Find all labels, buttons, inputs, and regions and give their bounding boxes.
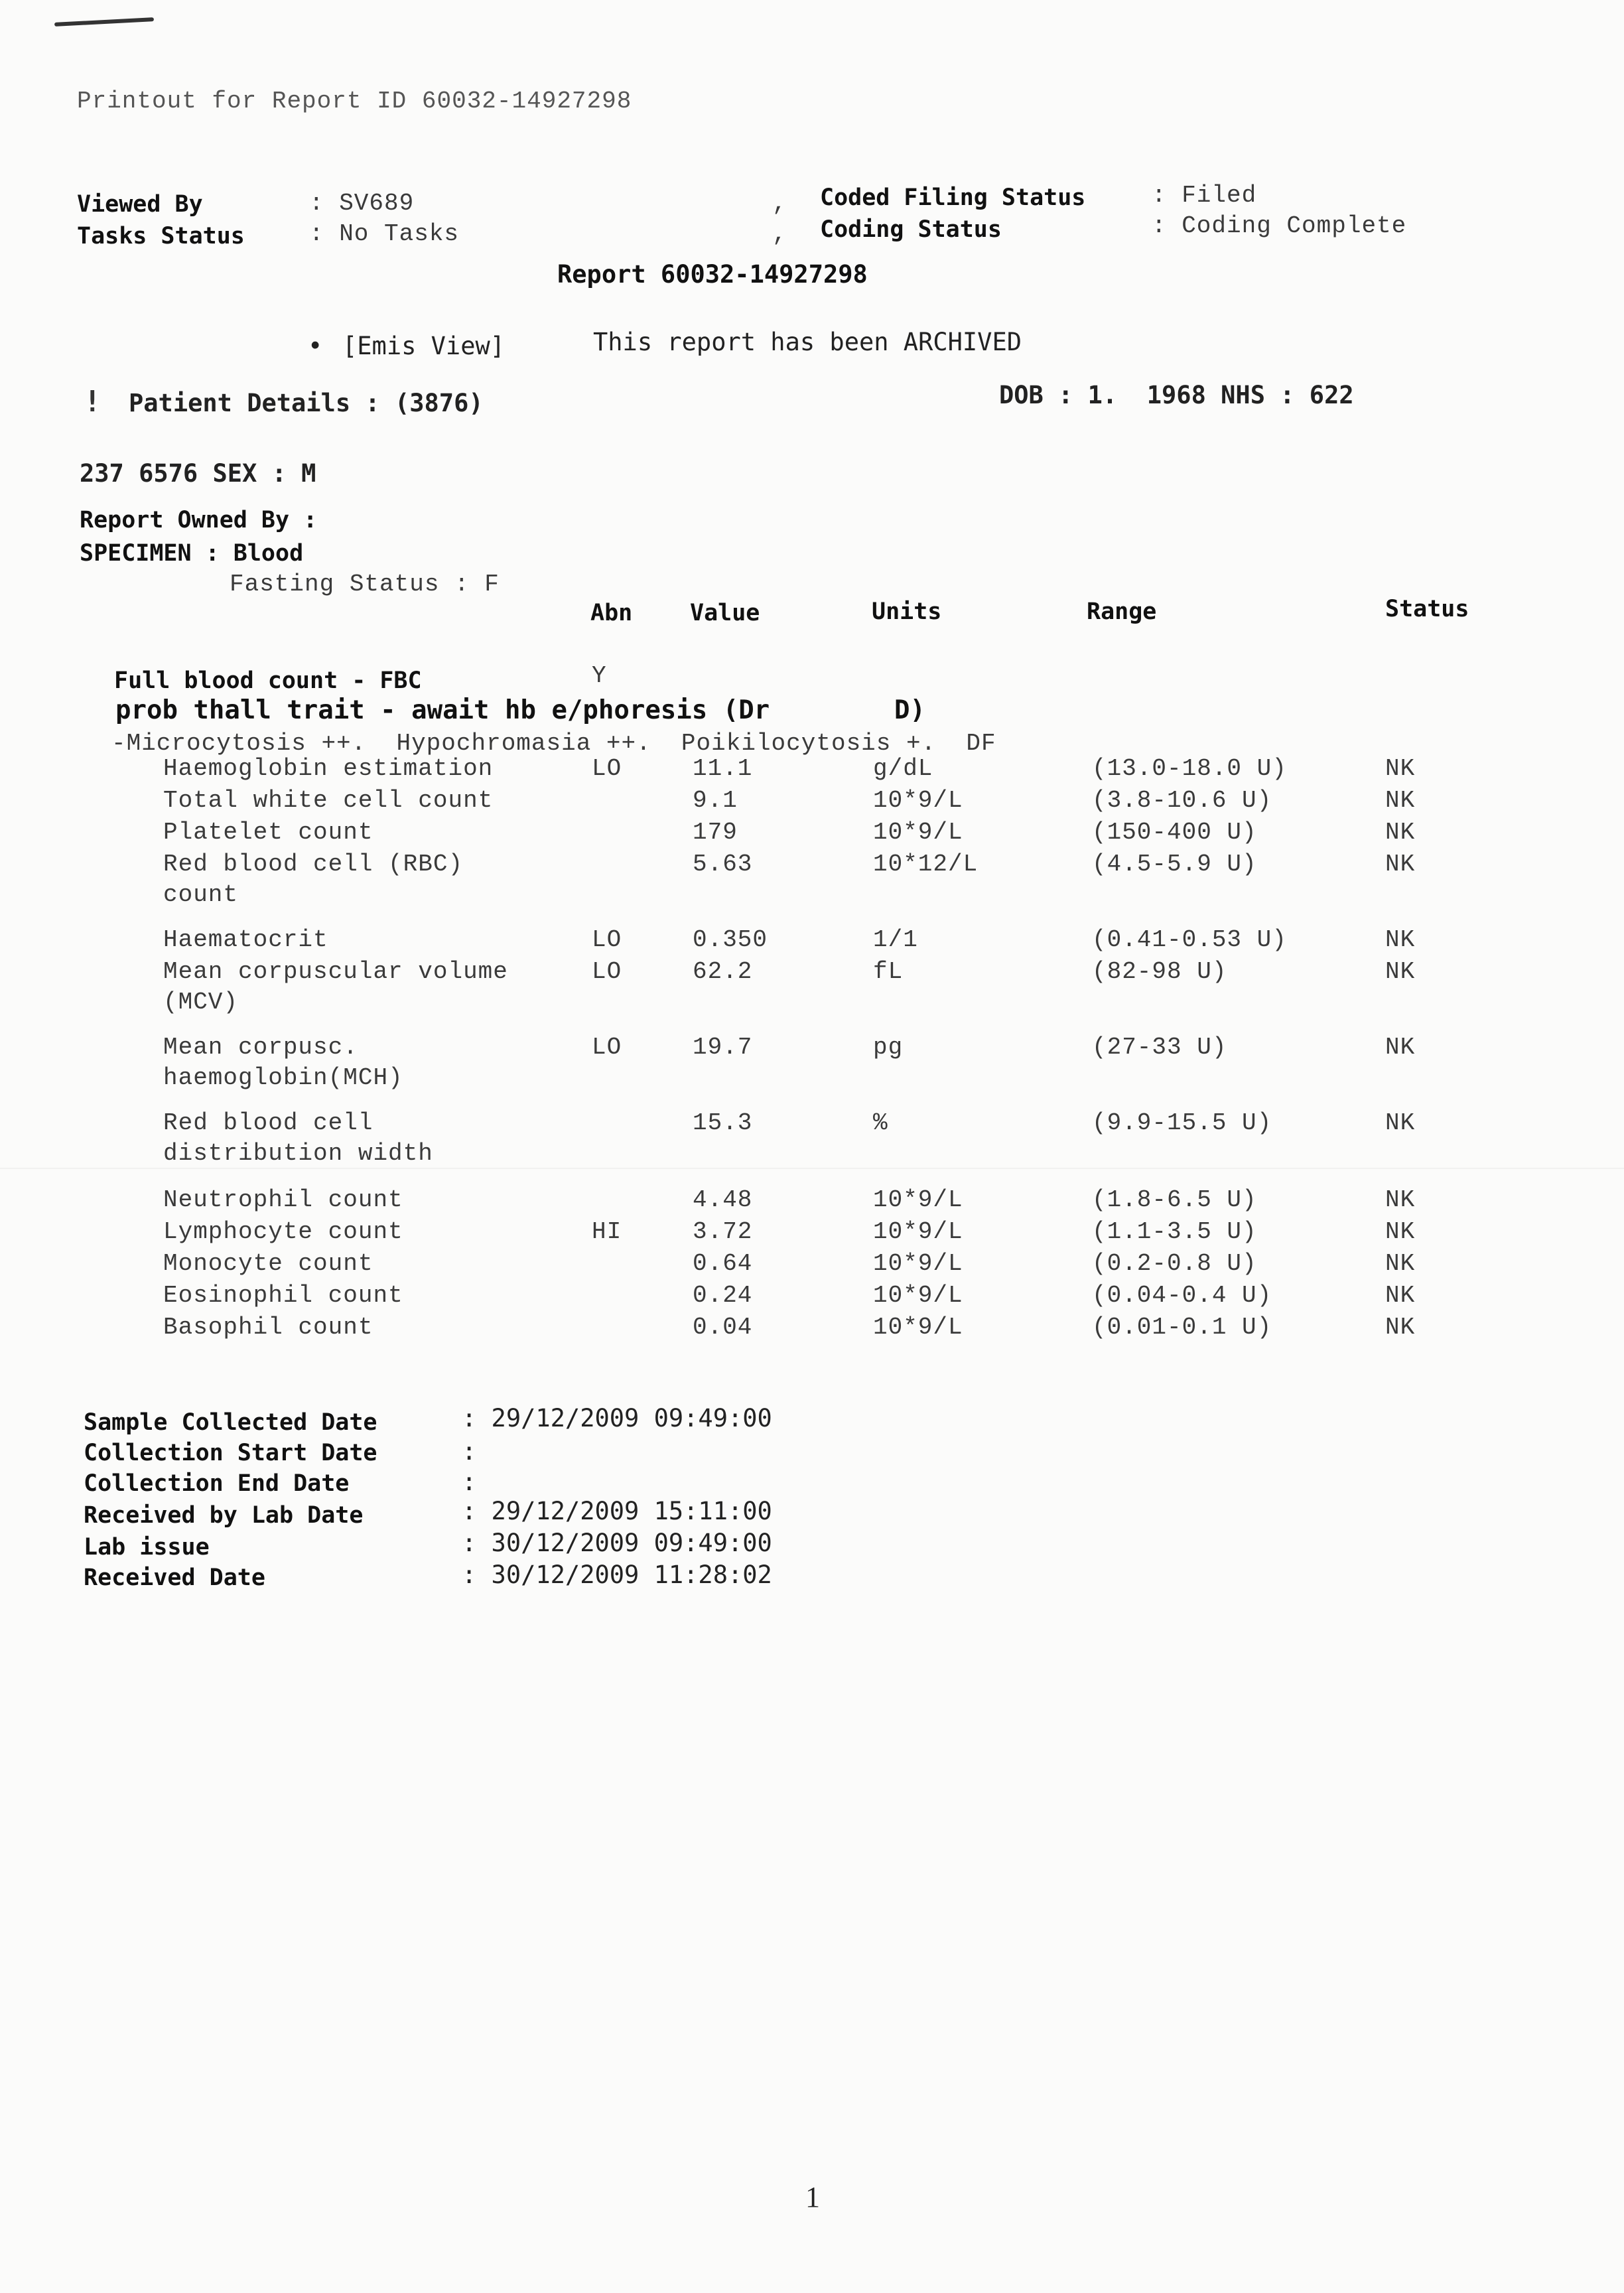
test-name: Eosinophil count (163, 1282, 403, 1309)
test-value: 62.2 (693, 958, 753, 985)
test-range: (0.01-0.1 U) (1092, 1314, 1272, 1341)
test-units: 1/1 (873, 926, 918, 953)
col-status: Status (1385, 596, 1469, 622)
test-units: 10*9/L (873, 1218, 963, 1245)
table-row (0, 1186, 1624, 1217)
fbc-title: Full blood count - FBC (114, 667, 422, 694)
date-value: : 29/12/2009 15:11:00 (462, 1497, 772, 1525)
test-name: Mean corpusc. (163, 1034, 358, 1061)
test-range: (27-33 U) (1092, 1034, 1227, 1061)
test-name-continued: haemoglobin(MCH) (163, 1064, 403, 1091)
paper-fold (0, 1168, 1624, 1169)
test-range: (150-400 U) (1092, 819, 1257, 846)
test-units: pg (873, 1034, 904, 1061)
test-status: NK (1385, 1186, 1416, 1214)
test-value: 11.1 (693, 755, 753, 782)
test-units: 10*9/L (873, 1282, 963, 1309)
test-units: 10*12/L (873, 851, 979, 878)
col-abn: Abn (590, 600, 633, 626)
col-units: Units (872, 598, 942, 625)
test-name: Platelet count (163, 819, 373, 846)
date-label: Lab issue (84, 1534, 210, 1561)
date-value: : (462, 1468, 477, 1496)
test-units: 10*9/L (873, 819, 963, 846)
table-row (0, 755, 1624, 786)
test-value: 15.3 (693, 1109, 753, 1137)
tasks-status-label: Tasks Status (77, 223, 245, 249)
test-name: Red blood cell (RBC) (163, 851, 464, 878)
test-range: (9.9-15.5 U) (1092, 1109, 1272, 1137)
test-status: NK (1385, 819, 1416, 846)
abn-flag: LO (592, 926, 622, 953)
fbc-morphology: -Microcytosis ++. Hypochromasia ++. Poikilocytosis +. DF (111, 730, 996, 757)
viewed-by-value: : SV689 (309, 190, 415, 217)
test-status: NK (1385, 1314, 1416, 1341)
abn-flag: HI (592, 1218, 622, 1245)
table-row (0, 1034, 1624, 1091)
test-name: Haemoglobin estimation (163, 755, 494, 782)
test-name: Mean corpuscular volume (163, 958, 508, 985)
test-units: 10*9/L (873, 1186, 963, 1214)
printout-line: Printout for Report ID 60032-14927298 (77, 88, 632, 115)
comma: , (772, 190, 787, 217)
test-range: (0.41-0.53 U) (1092, 926, 1287, 953)
page-number: 1 (805, 2181, 820, 2213)
test-value: 5.63 (693, 851, 753, 878)
test-value: 179 (693, 819, 738, 846)
test-status: NK (1385, 926, 1416, 953)
table-row (0, 958, 1624, 1016)
test-name: Red blood cell (163, 1109, 373, 1137)
test-name: Total white cell count (163, 787, 494, 814)
test-units: 10*9/L (873, 1314, 963, 1341)
test-status: NK (1385, 1250, 1416, 1277)
fbc-comment: prob thall trait - await hb e/phoresis (Dr D) (115, 695, 925, 725)
test-range: (1.1-3.5 U) (1092, 1218, 1257, 1245)
test-value: 4.48 (693, 1186, 753, 1214)
dob-nhs: DOB : 1. 1968 NHS : 622 (999, 381, 1354, 409)
patient-line2: 237 6576 SEX : M (80, 459, 316, 488)
report-title: Report 60032-14927298 (557, 260, 868, 289)
test-name: Lymphocyte count (163, 1218, 403, 1245)
test-value: 19.7 (693, 1034, 753, 1061)
abn-flag: LO (592, 958, 622, 985)
test-value: 0.04 (693, 1314, 753, 1341)
test-range: (13.0-18.0 U) (1092, 755, 1287, 782)
viewed-by-label: Viewed By (77, 191, 203, 218)
test-status: NK (1385, 755, 1416, 782)
test-name-continued: (MCV) (163, 989, 239, 1016)
test-value: 0.24 (693, 1282, 753, 1309)
test-units: 10*9/L (873, 787, 963, 814)
coding-status-value: : Coding Complete (1152, 212, 1407, 240)
test-range: (4.5-5.9 U) (1092, 851, 1257, 878)
test-name-continued: count (163, 881, 239, 908)
specimen: SPECIMEN : Blood (80, 540, 304, 567)
test-status: NK (1385, 1034, 1416, 1061)
abn-flag: LO (592, 755, 622, 782)
test-status: NK (1385, 958, 1416, 985)
table-row (0, 1282, 1624, 1312)
date-value: : 30/12/2009 11:28:02 (462, 1561, 772, 1589)
date-label: Collection Start Date (84, 1440, 377, 1466)
fbc-abn: Y (592, 662, 607, 689)
report-owned-by: Report Owned By : (80, 507, 318, 533)
tasks-status-value: : No Tasks (309, 220, 460, 247)
col-value: Value (690, 600, 760, 626)
pen-mark (54, 17, 154, 27)
test-value: 3.72 (693, 1218, 753, 1245)
test-status: NK (1385, 1109, 1416, 1137)
test-units: g/dL (873, 755, 933, 782)
test-range: (1.8-6.5 U) (1092, 1186, 1257, 1214)
test-name: Basophil count (163, 1314, 373, 1341)
date-value: : (462, 1437, 477, 1466)
date-label: Received Date (84, 1564, 265, 1591)
warning-icon: ! (84, 385, 102, 419)
patient-details: Patient Details : (3876) (129, 389, 484, 417)
test-status: NK (1385, 787, 1416, 814)
test-range: (0.2-0.8 U) (1092, 1250, 1257, 1277)
test-status: NK (1385, 1282, 1416, 1309)
date-label: Collection End Date (84, 1470, 350, 1497)
test-name: Haematocrit (163, 926, 328, 953)
test-value: 0.350 (693, 926, 768, 953)
test-range: (0.04-0.4 U) (1092, 1282, 1272, 1309)
test-name: Neutrophil count (163, 1186, 403, 1214)
test-status: NK (1385, 851, 1416, 878)
test-status: NK (1385, 1218, 1416, 1245)
emis-view-link[interactable]: [Emis View] (342, 332, 506, 360)
test-name: Monocyte count (163, 1250, 373, 1277)
abn-flag: LO (592, 1034, 622, 1061)
test-value: 9.1 (693, 787, 738, 814)
bullet: • (308, 332, 323, 360)
test-units: % (873, 1109, 888, 1137)
test-value: 0.64 (693, 1250, 753, 1277)
test-range: (82-98 U) (1092, 958, 1227, 985)
col-range: Range (1087, 598, 1157, 625)
archived-notice: This report has been ARCHIVED (593, 328, 1022, 356)
table-row (0, 1218, 1624, 1249)
test-range: (3.8-10.6 U) (1092, 787, 1272, 814)
date-label: Received by Lab Date (84, 1502, 364, 1529)
table-row (0, 851, 1624, 908)
test-units: fL (873, 958, 904, 985)
table-row (0, 819, 1624, 849)
fasting-status: Fasting Status : F (230, 571, 500, 598)
date-label: Sample Collected Date (84, 1409, 377, 1436)
table-row (0, 787, 1624, 817)
test-units: 10*9/L (873, 1250, 963, 1277)
table-row (0, 1314, 1624, 1344)
date-value: : 30/12/2009 09:49:00 (462, 1529, 772, 1557)
date-value: : 29/12/2009 09:49:00 (462, 1404, 772, 1432)
comma: , (772, 220, 787, 247)
table-row (0, 926, 1624, 957)
coded-filing-status-value: : Filed (1152, 182, 1257, 209)
table-row (0, 1250, 1624, 1281)
table-row (0, 1109, 1624, 1167)
test-name-continued: distribution width (163, 1140, 433, 1167)
coded-filing-status-label: Coded Filing Status (820, 184, 1086, 211)
coding-status-label: Coding Status (820, 216, 1002, 243)
